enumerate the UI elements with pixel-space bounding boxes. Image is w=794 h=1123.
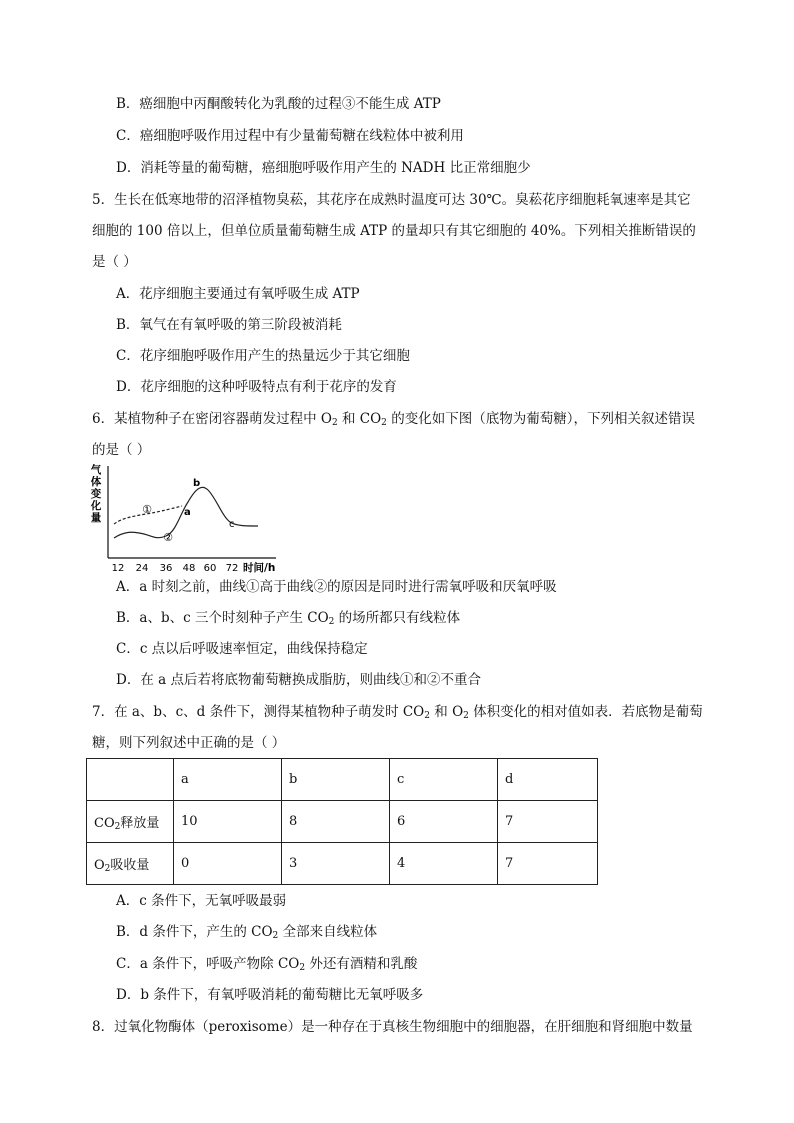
q6-option-d: D．在 a 点后若将底物葡萄糖换成脂肪，则曲线①和②不重合 — [116, 672, 481, 688]
q5-stem-line2: 细胞的 100 倍以上，但单位质量葡萄糖生成 ATP 的量却只有其它细胞的 40%。下列相关推断错误的 — [92, 223, 696, 239]
table-header-cell: c — [390, 759, 498, 801]
curve-1-label: ① — [142, 503, 152, 516]
row-label-o2-uptake: $O_2$吸收量 — [87, 843, 174, 885]
y-label-char-4: 化 — [90, 500, 102, 512]
x-axis-label: 时间/h — [243, 562, 276, 574]
q8-stem-line1: 8．过氧化物酶体（peroxisome）是一种存在于真核生物细胞中的细胞器，在肝细胞和肾细胞中数量 — [92, 1019, 693, 1035]
table-cell: 8 — [282, 801, 390, 843]
table-header-cell: a — [174, 759, 282, 801]
table-cell: 7 — [498, 843, 598, 885]
q5-option-a: A．花序细胞主要通过有氧呼吸生成 ATP — [116, 286, 360, 302]
table-header-cell: b — [282, 759, 390, 801]
table-header-cell — [87, 759, 174, 801]
q4-option-c: C．癌细胞呼吸作用过程中有少量葡萄糖在线粒体中被利用 — [116, 128, 464, 144]
table-cell: 10 — [174, 801, 282, 843]
table-cell: 0 — [174, 843, 282, 885]
point-c-label: c — [229, 519, 235, 530]
x-tick-24: 24 — [135, 563, 149, 574]
q7-data-table — [86, 758, 598, 885]
table-cell: 4 — [390, 843, 498, 885]
q6-option-a: A．a 时刻之前，曲线①高于曲线②的原因是同时进行需氧呼吸和厌氧呼吸 — [116, 579, 557, 595]
q4-option-b: B．癌细胞中丙酮酸转化为乳酸的过程③不能生成 ATP — [116, 96, 441, 112]
x-tick-12: 12 — [111, 563, 125, 574]
q7-option-a: A．c 条件下，无氧呼吸最弱 — [116, 893, 287, 909]
point-b-label: b — [193, 478, 201, 489]
x-tick-72: 72 — [225, 563, 239, 574]
gas-change-graph — [86, 462, 282, 574]
table-row — [87, 801, 598, 843]
q6-stem-line1: 6．某植物种子在密闭容器萌发过程中 $O_2$ 和 $CO_2$ 的变化如下图（底物为葡萄糖），下列相关叙述错误 — [92, 411, 695, 428]
q5-option-c: C．花序细胞呼吸作用产生的热量远少于其它细胞 — [116, 348, 410, 364]
q6-option-c: C．c 点以后呼吸速率恒定，曲线保持稳定 — [116, 641, 368, 657]
y-label-char-3: 变 — [90, 488, 102, 500]
y-label-char-2: 体 — [90, 476, 102, 488]
x-tick-48: 48 — [182, 563, 196, 574]
q5-option-b: B．氧气在有氧呼吸的第三阶段被消耗 — [116, 317, 342, 333]
x-tick-36: 36 — [159, 563, 173, 574]
curve-2-label: ② — [163, 531, 173, 544]
q7-option-b: B．d 条件下，产生的 $CO_2$ 全部来自线粒体 — [116, 924, 378, 941]
q7-stem-line1: 7．在 a、b、c、d 条件下，测得某植物种子萌发时 $CO_2$ 和 $O_2$ 体积变化的相对值如表．若底物是葡萄 — [92, 704, 703, 721]
q7-option-d: D．b 条件下，有氧呼吸消耗的葡萄糖比无氧呼吸多 — [116, 987, 424, 1003]
graph-svg — [86, 462, 282, 574]
q7-option-c: C．a 条件下，呼吸产物除 $CO_2$ 外还有酒精和乳酸 — [116, 956, 418, 973]
q4-option-d: D．消耗等量的葡萄糖，癌细胞呼吸作用产生的 NADH 比正常细胞少 — [116, 160, 531, 176]
table-row — [87, 843, 598, 885]
table-header-row — [87, 759, 598, 801]
table-cell: 3 — [282, 843, 390, 885]
q5-stem-line3: 是（ ） — [92, 254, 137, 270]
q5-stem-line1: 5．生长在低寒地带的沼泽植物臭菘，其花序在成熟时温度可达 30℃。臭菘花序细胞耗氧速率是其它 — [92, 192, 691, 208]
y-label-char-1: 气 — [90, 464, 102, 476]
point-a-label: a — [184, 507, 191, 518]
y-label-char-5: 量 — [90, 512, 102, 524]
q5-option-d: D．花序细胞的这种呼吸特点有利于花序的发育 — [116, 379, 397, 395]
x-tick-60: 60 — [203, 563, 217, 574]
q6-option-b: B．a、b、c 三个时刻种子产生 $CO_2$ 的场所都只有线粒体 — [116, 610, 461, 627]
table-cell: 6 — [390, 801, 498, 843]
q6-stem-line2: 的是（ ） — [92, 442, 151, 458]
table-header-cell: d — [498, 759, 598, 801]
table-cell: 7 — [498, 801, 598, 843]
q7-stem-line2: 糖，则下列叙述中正确的是（ ） — [92, 735, 286, 751]
row-label-co2-release: $CO_2$释放量 — [87, 801, 174, 843]
